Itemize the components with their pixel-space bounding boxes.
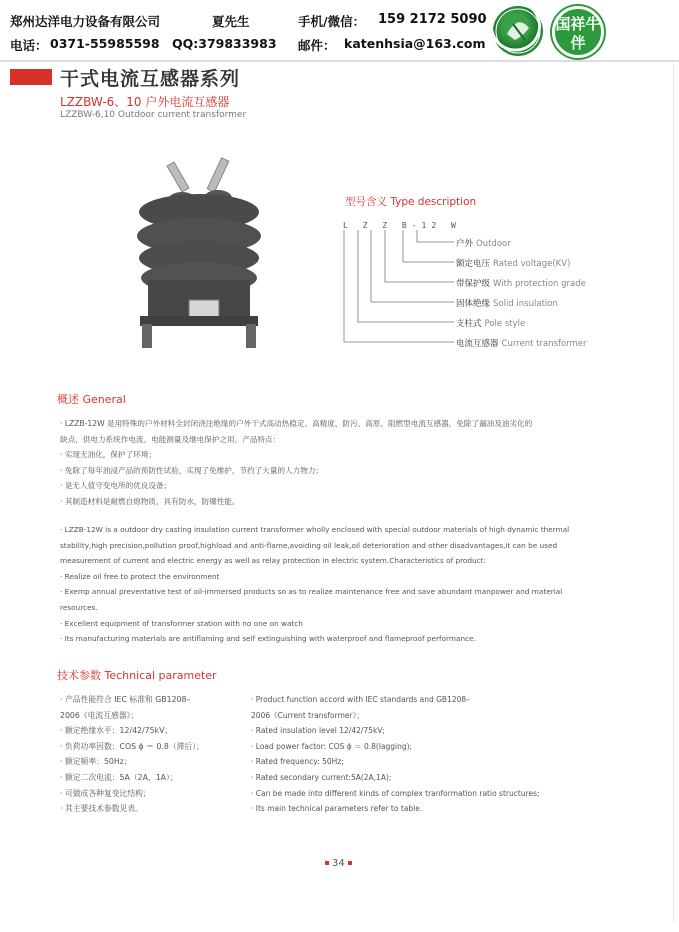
product-title-en: LZZBW-6,10 Outdoor current transformer — [60, 110, 247, 120]
company-name: 郑州达洋电力设备有限公司 — [10, 14, 161, 29]
brand-logo-icon: 国祥牛伴 — [552, 6, 604, 58]
page-number: 34 — [322, 858, 355, 869]
technical-cn-text: · 产品性能符合 IEC 标准和 GB1208– 2006《电流互感器》； · 额定绝缘水平：12/42/75kV； · 负荷功率因数：COS ϕ ＝ 0.8（滞后）； · 额定频率：50Hz； · 额定二次电流：5A（2A、1A）； · 可做成各种复变比结构； · 其主要技术参数见表。 — [60, 695, 204, 814]
product-title: LZZBW-6、10 户外电流互感器 — [60, 95, 230, 109]
qq-number: QQ:379833983 — [172, 36, 277, 51]
type-line-protection: 带保护级 With protection grade — [456, 279, 586, 289]
contact-name: 夏先生 — [212, 14, 250, 29]
type-line-outdoor: 户外 Outdoor — [456, 239, 511, 249]
general-heading: 概述 General — [57, 393, 126, 406]
series-title: 干式电流互感器系列 — [60, 68, 241, 90]
email-address: katenhsia@163.com — [344, 36, 486, 51]
general-cn-text: · LZZB-12W 是用特殊的户外材料全封闭浇注绝缘的户外干式高动热稳定、高精度、防污、高原、阻燃型电流互感器，免除了漏油及油劣化的 缺点，供电力系统作电流、电能测量及继电保护之用，产品特点： · 实现无油化，保护了环境； · 免除了每年油浸产品的预防性试验，实现了免维护，节约了大量的人力物力； · 是无人值守变电所的优良设备； · 其制造材料是耐燃自熄物质，具有防水，防爆性能。 — [60, 419, 533, 506]
title-marker — [10, 69, 52, 85]
model-code-leaders — [340, 228, 460, 348]
type-line-insulation: 固体绝缘 Solid insulation — [456, 299, 558, 309]
general-en-text: · LZZB-12W is a outdoor dry casting insulation current transformer wholly enclosed with special outdoor materials of high dynamic thermal stability,high precision,pollution proof,highload and anti-flame,avoiding oil leak,oil deterioration and other disadvantages,it can be used measurement of current and electric energy as well as relay protection in electric system.Characteristics of product: · Realize oil free to protect the environment · Exemp annual preventative test of oil-immersed products so as to realize maintenance free and save abundant manpower and material resources. · Excellent equipment of transformer station with no one on watch · Its manufacturing materials are antiflaming and self extinguishing with waterproof and flameproof performance. — [60, 525, 570, 644]
page-marker-left — [325, 861, 329, 865]
model-code: L Z Z B-12 W — [343, 221, 461, 230]
grid-logo-icon — [493, 6, 543, 56]
type-line-voltage: 额定电压 Rated voltage(KV) — [456, 259, 571, 269]
technical-heading: 技术参数 Technical parameter — [57, 669, 217, 682]
type-description-heading: 型号含义 Type description — [345, 196, 477, 208]
phone-number: 159 2172 5090 — [378, 12, 487, 27]
technical-en-text: · Product function accord with IEC standards and GB1208– 2006《Current transformer》； · Rated insulation level 12/42/75kV; · Load power factor: COS ϕ ＝ 0.8(lagging); · Rated frequency: 50Hz; · Rated secondary current:5A(2A,1A); · Can be made into different kinds of complex tranformation ratio structures; · Its main technical parameters refer to table. — [251, 695, 540, 814]
email-label: 邮件： — [298, 38, 336, 53]
tel-number: 0371-55985598 — [50, 36, 160, 51]
transformer-photo — [134, 150, 264, 350]
page-marker-right — [348, 861, 352, 865]
type-line-transformer: 电流互感器 Current transformer — [456, 339, 587, 349]
type-line-pole: 支柱式 Pole style — [456, 319, 526, 329]
phone-label: 手机/微信： — [298, 14, 366, 29]
right-border — [673, 62, 674, 922]
tel-label: 电话： — [10, 38, 48, 53]
contact-header — [0, 0, 679, 62]
